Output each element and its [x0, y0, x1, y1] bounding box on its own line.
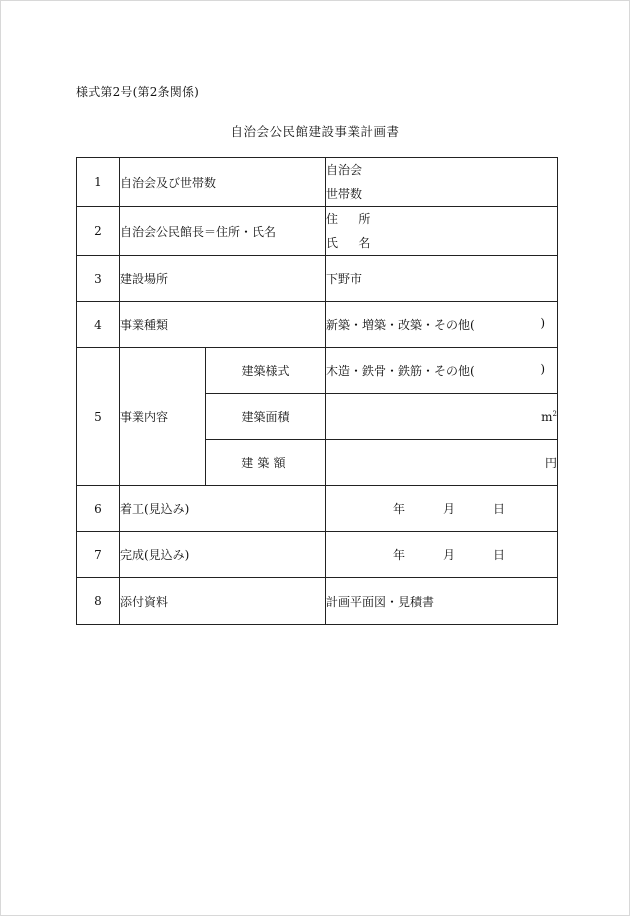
- form-number: 様式第2号(第2条関係): [76, 85, 200, 99]
- table-row: [77, 256, 558, 302]
- row-number: 8: [77, 578, 120, 625]
- item-label: 自治会公民館長＝住所・氏名: [120, 207, 326, 256]
- item-label: 添付資料: [120, 578, 326, 625]
- value-cell[interactable]: [326, 532, 558, 578]
- sub-item-label: 建築様式: [206, 348, 326, 394]
- year-unit: 年: [393, 502, 406, 516]
- project-type-options: 新築・増築・改築・その他(: [326, 318, 475, 332]
- value-cell[interactable]: [326, 158, 558, 207]
- table-row: [77, 302, 558, 348]
- jichikai-label: 自治会: [326, 163, 363, 177]
- month-unit: 月: [443, 502, 456, 516]
- year-unit: 年: [393, 548, 406, 562]
- address-label: 住 所: [326, 212, 375, 226]
- day-unit: 日: [493, 548, 506, 562]
- plan-form-table: [76, 157, 558, 625]
- value-cell[interactable]: 計画平面図・見積書: [326, 578, 558, 625]
- value-cell[interactable]: [326, 348, 558, 394]
- close-paren: ): [540, 362, 546, 376]
- value-cell[interactable]: [326, 394, 558, 440]
- value-cell[interactable]: [326, 207, 558, 256]
- day-unit: 日: [493, 502, 506, 516]
- structure-type-options: 木造・鉄骨・鉄筋・その他(: [326, 364, 475, 378]
- value-cell[interactable]: [326, 486, 558, 532]
- item-label: 建設場所: [120, 256, 326, 302]
- table-row: [77, 532, 558, 578]
- row-number: 7: [77, 532, 120, 578]
- sub-item-label: 建築額: [206, 440, 326, 486]
- table-row: [77, 578, 558, 625]
- row-number: 3: [77, 256, 120, 302]
- value-cell[interactable]: 下野市: [326, 256, 558, 302]
- row-number: 6: [77, 486, 120, 532]
- item-label: 事業種類: [120, 302, 326, 348]
- value-cell[interactable]: [326, 440, 558, 486]
- table-row: [77, 158, 558, 207]
- close-paren: ): [540, 316, 546, 330]
- table-row: [77, 348, 558, 394]
- name-label: 氏 名: [326, 236, 375, 250]
- item-label: 自治会及び世帯数: [120, 158, 326, 207]
- row-number: 2: [77, 207, 120, 256]
- sub-item-label: 建築面積: [206, 394, 326, 440]
- area-unit: m: [541, 409, 553, 424]
- row-number: 4: [77, 302, 120, 348]
- yen-unit: 円: [545, 456, 558, 470]
- area-unit-exponent: 2: [552, 409, 558, 418]
- row-number: 5: [77, 348, 120, 486]
- table-row: [77, 486, 558, 532]
- item-label: 着工(見込み): [120, 486, 326, 532]
- item-label: 事業内容: [120, 348, 206, 486]
- table-row: [77, 207, 558, 256]
- month-unit: 月: [443, 548, 456, 562]
- household-count-label: 世帯数: [326, 187, 363, 201]
- document-title: 自治会公民館建設事業計画書: [230, 124, 400, 139]
- value-cell[interactable]: [326, 302, 558, 348]
- item-label: 完成(見込み): [120, 532, 326, 578]
- row-number: 1: [77, 158, 120, 207]
